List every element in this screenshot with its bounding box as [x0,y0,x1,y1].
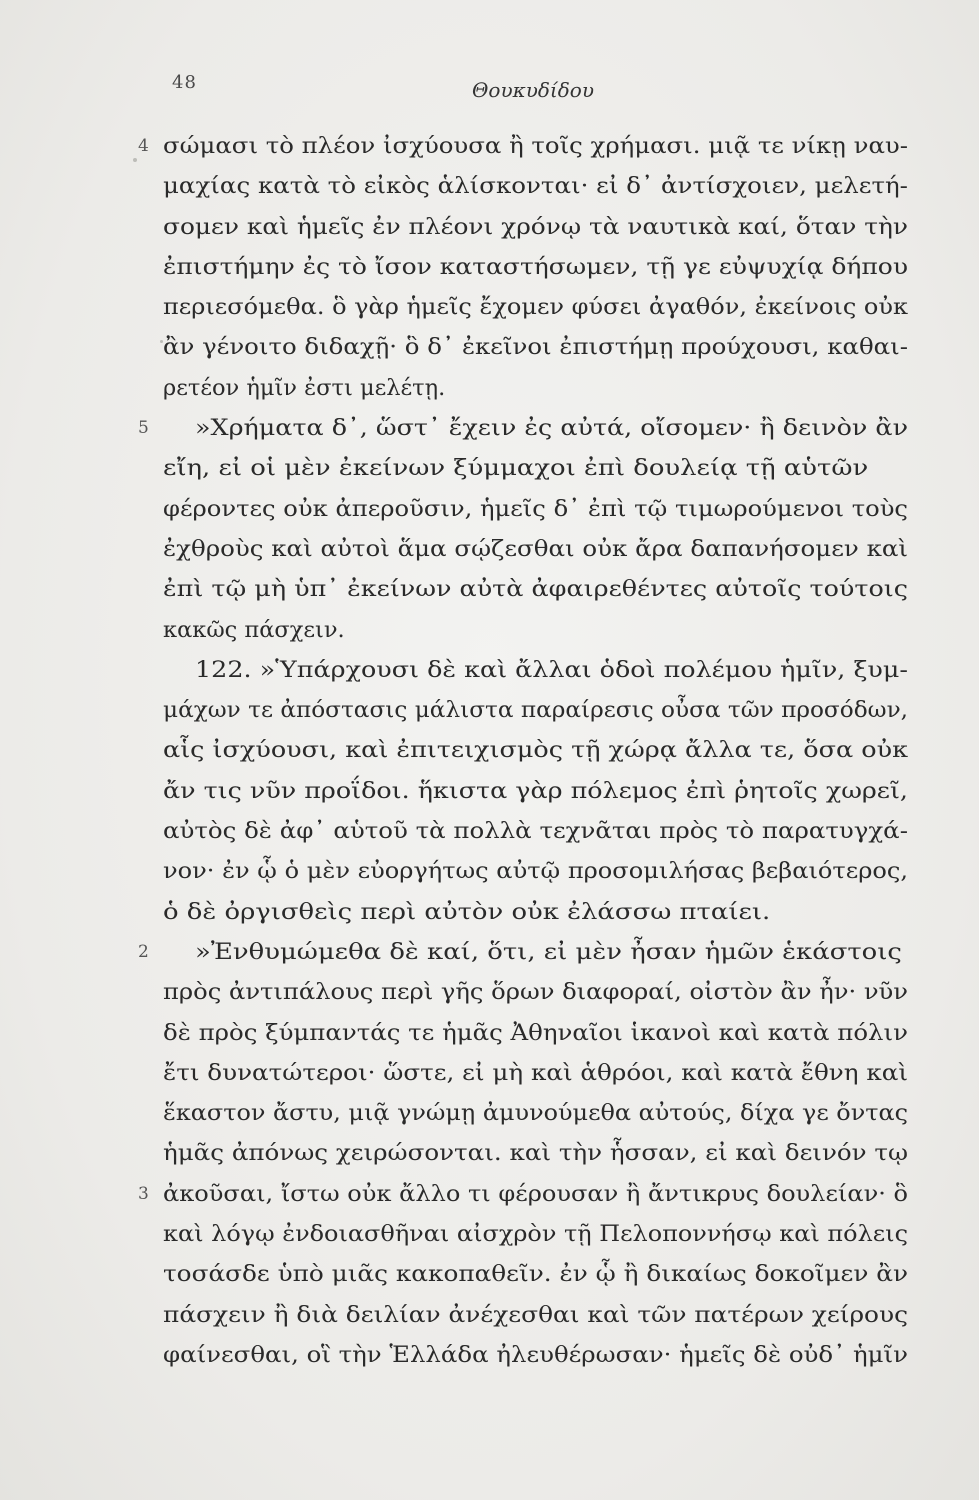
text-line [163,327,908,367]
line-text: τοσάσδε ὑπὸ μιᾶς κακοπαθεῖν. ἐν ᾧ ἢ δικαίως δοκοῖμεν ἂν [163,1261,908,1288]
text-line [163,489,908,529]
line-text: ἔτι δυνατώτεροι· ὥστε, εἰ μὴ καὶ ἁθρόοι, καὶ κατὰ ἔθνη καὶ [163,1059,908,1086]
text-line [163,287,908,327]
text-line [163,972,908,1012]
line-text: μάχων τε ἀπόστασις μάλιστα παραίρεσις οὖσα τῶν προσόδων, [163,697,909,724]
line-text: κακῶς πάσχειν. [163,616,345,643]
line-text: ἐπὶ τῷ μὴ ὑπ᾽ ἐκείνων αὐτὰ ἀφαιρεθέντες αὐτοῖς τούτοις [163,576,908,603]
line-text: ρετέον ἡμῖν ἐστι μελέτῃ. [163,374,446,401]
line-text: περιεσόμεθα. ὃ γὰρ ἡμεῖς ἔχομεν φύσει ἀγαθόν, ἐκείνοις οὐκ [163,294,909,321]
text-line [163,1295,908,1335]
line-text: ἄν τις νῦν προΐδοι. ἥκιστα γὰρ πόλεμος ἐπὶ ῥητοῖς χωρεῖ, [163,777,908,804]
page-speck [160,340,163,343]
text-line [163,166,908,206]
greek-text-body [138,126,909,1375]
line-text: δὲ πρὸς ξύμπαντάς τε ἡμᾶς Ἀθηναῖοι ἱκανοὶ καὶ κατὰ πόλιν [163,1019,908,1046]
line-text: ἐπιστήμην ἐς τὸ ἴσον καταστήσωμεν, τῇ γε εὐψυχίᾳ δήπου [163,253,909,280]
section-number: 2 [138,941,149,962]
text-line [163,771,908,811]
line-text: ὁ δὲ ὀργισθεὶς περὶ αὐτὸν οὐκ ἐλάσσω πταίει. [163,898,771,925]
text-line [163,1093,908,1133]
line-text: νον· ἐν ᾧ ὁ μὲν εὐοργήτως αὐτῷ προσομιλήσας βεβαιότερος, [163,858,908,885]
line-text: ἕκαστον ἄστυ, μιᾷ γνώμῃ ἀμυνούμεθα αὐτούς, δίχα γε ὄντας [163,1100,908,1127]
text-line [163,1254,908,1294]
text-line [163,892,908,932]
page-speck [133,158,137,162]
line-text: αὐτὸς δὲ ἀφ᾽ αὑτοῦ τὰ πολλὰ τεχνᾶται πρὸς τὸ παρατυγχά- [163,818,908,845]
line-text: »Χρήματα δ᾽, ὥστ᾽ ἔχειν ἐς αὐτά, οἴσομεν· ἢ δεινὸν ἂν [195,415,909,442]
page-number: 48 [172,72,197,93]
text-line [163,610,908,650]
text-line [138,408,909,448]
text-line [163,650,908,690]
text-line [163,368,908,408]
line-text: »Ἐνθυμώμεθα δὲ καί, ὅτι, εἰ μὲν ἦσαν ἡμῶν ἑκάστοις [195,938,902,965]
text-line [163,690,908,730]
text-line [163,1133,908,1173]
line-text: ἡμᾶς ἀπόνως χειρώσονται. καὶ τὴν ἧσσαν, εἰ καὶ δεινόν τῳ [163,1140,909,1167]
line-text: πρὸς ἀντιπάλους περὶ γῆς ὅρων διαφοραί, οἰστὸν ἂν ἦν· νῦν [163,979,908,1006]
line-text: σομεν καὶ ἡμεῖς ἐν πλέονι χρόνῳ τὰ ναυτικὰ καί, ὅταν τὴν [163,213,908,240]
line-text: σώμασι τὸ πλέον ἰσχύουσα ἢ τοῖς χρήμασι. μιᾷ τε νίκῃ ναυ- [163,133,908,159]
text-line [138,932,908,972]
text-line [163,1013,908,1053]
line-text: αἷς ἰσχύουσι, καὶ ἐπιτειχισμὸς τῇ χώρᾳ ἄλλα τε, ὅσα οὐκ [163,737,909,764]
line-text: ἂν γένοιτο διδαχῇ· ὃ δ᾽ ἐκεῖνοι ἐπιστήμῃ προύχουσι, καθαι- [163,334,908,361]
line-text: εἴη, εἰ οἱ μὲν ἐκείνων ξύμμαχοι ἐπὶ δουλείᾳ τῇ αὑτῶν [163,455,869,482]
text-line [163,569,908,609]
line-text: ἀκοῦσαι, ἴστω οὐκ ἄλλο τι φέρουσαν ἢ ἄντικρυς δουλείαν· ὃ [163,1180,909,1207]
text-line [163,1335,908,1375]
text-line [163,247,908,287]
line-text: καὶ λόγῳ ἐνδοιασθῆναι αἰσχρὸν τῇ Πελοποννήσῳ καὶ πόλεις [163,1221,909,1248]
line-text: μαχίας κατὰ τὸ εἰκὸς ἁλίσκονται· εἰ δ᾽ ἀντίσχοιεν, μελετή- [163,173,908,200]
line-text: πάσχειν ἢ διὰ δειλίαν ἀνέχεσθαι καὶ τῶν πατέρων χείρους [163,1301,908,1328]
section-number: 3 [138,1183,149,1204]
line-text: ἐχθροὺς καὶ αὐτοὶ ἅμα σῴζεσθαι οὐκ ἄρα δαπανήσομεν καὶ [163,535,909,562]
text-line [163,730,908,770]
text-line [163,811,908,851]
text-line [138,126,908,166]
section-number: 4 [138,136,149,156]
text-line [163,851,908,891]
text-line [163,1053,908,1093]
line-text: φέροντες οὐκ ἀπεροῦσιν, ἡμεῖς δ᾽ ἐπὶ τῷ τιμωρούμενοι τοὺς [163,495,908,522]
running-head: Θουκυδίδου [472,78,594,102]
line-text: φαίνεσθαι, οἳ τὴν Ἑλλάδα ἠλευθέρωσαν· ἡμεῖς δὲ οὐδ᾽ ἡμῖν [163,1341,908,1368]
line-text: 122. »Ὑπάρχουσι δὲ καὶ ἄλλαι ὁδοὶ πολέμου ἡμῖν, ξυμ- [195,656,908,683]
text-line [163,1214,908,1254]
text-line [163,448,908,488]
section-number: 5 [138,418,149,439]
text-line [163,529,908,569]
text-line [163,207,908,247]
text-line [138,1174,909,1214]
